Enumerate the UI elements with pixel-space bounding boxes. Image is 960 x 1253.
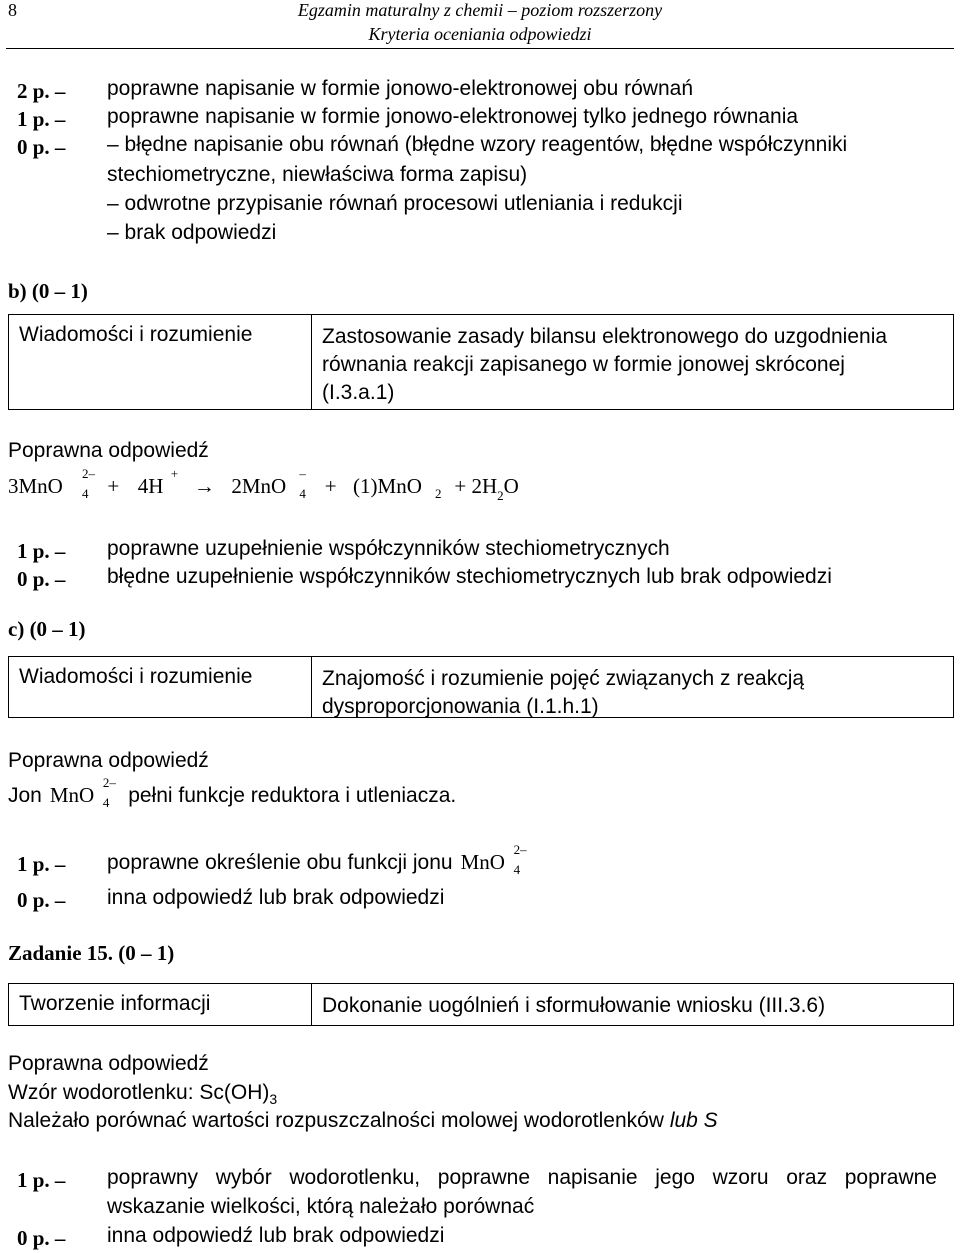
section-heading-b: b) (0 – 1)	[8, 279, 88, 303]
score-label-0p: 0 p. –	[17, 567, 66, 591]
score-text-0p: błędne uzupełnienie współczynników stechiometrycznych lub brak odpowiedzi	[107, 565, 832, 588]
note-line	[8, 1109, 718, 1133]
ion-formula	[49, 775, 116, 810]
requirement-line: Znajomość i rozumienie pojęć związanych z reakcją	[322, 667, 805, 690]
note-text: Należało porównać wartości rozpuszczalności molowej wodorotlenków	[8, 1109, 664, 1132]
formula-text: 2MnO	[231, 474, 287, 498]
score-text-1p-cont: wskazanie wielkości, którą należało porównać	[107, 1195, 535, 1218]
category-cell: Wiadomości i rozumienie	[9, 657, 312, 717]
header-divider	[6, 48, 954, 49]
score-label-0p: 0 p. –	[17, 888, 66, 912]
requirement-table-c	[8, 656, 954, 718]
formula-text: 4H	[137, 474, 164, 498]
charge: –	[299, 466, 306, 481]
requirement-cell: Dokonanie uogólnień i sformułowanie wniosku (III.3.6)	[322, 994, 826, 1017]
answer-label-b: Poprawna odpowiedź	[8, 439, 209, 462]
answer-text-c	[8, 775, 457, 810]
score-text-0p-item2: – odwrotne przypisanie równań procesowi utleniania i redukcji	[107, 192, 683, 215]
score-label-0p: 0 p. –	[17, 1226, 66, 1250]
score-label-1p: 1 p. –	[17, 852, 66, 876]
formula-text: 2H	[471, 474, 498, 498]
formula-text: MnO	[460, 850, 505, 874]
requirement-cell	[312, 315, 953, 409]
subscript: 3	[269, 1091, 278, 1107]
category-cell: Tworzenie informacji	[9, 984, 312, 1025]
formula-line	[8, 1081, 277, 1105]
answer-label-c: Poprawna odpowiedź	[8, 749, 209, 772]
score-text-0p-item3: – brak odpowiedzi	[107, 221, 277, 244]
formula-text: MnO	[49, 783, 95, 807]
section-heading-c: c) (0 – 1)	[8, 617, 86, 641]
product-water	[471, 474, 519, 503]
task-heading: Zadanie 15. (0 – 1)	[8, 941, 175, 965]
product-manganese-dioxide	[353, 474, 442, 501]
subscript: 2	[497, 488, 504, 503]
score-label-2p: 2 p. –	[17, 79, 66, 103]
score-label-0p: 0 p. –	[17, 135, 66, 159]
score-text-1p: poprawne napisanie w formie jonowo-elektronowej tylko jednego równania	[107, 105, 799, 128]
answer-label-15: Poprawna odpowiedź	[8, 1052, 209, 1075]
score-text-0p-item1-cont: stechiometryczne, niewłaściwa forma zapisu)	[107, 163, 528, 186]
product-permanganate	[231, 466, 306, 501]
subscript: 2	[435, 486, 442, 501]
ion-formula	[460, 842, 527, 877]
reactant-manganate	[8, 466, 95, 501]
formula-text: O	[503, 474, 519, 498]
score-label-1p: 1 p. –	[17, 1168, 66, 1192]
requirement-line: (I.3.a.1)	[322, 381, 395, 404]
header-title: Egzamin maturalny z chemii – poziom rozszerzony	[297, 0, 663, 20]
subscript: 4	[102, 795, 110, 810]
chemical-equation	[8, 466, 519, 503]
reaction-arrow: →	[193, 474, 215, 498]
score-text-2p: poprawne napisanie w formie jonowo-elektronowej obu równań	[107, 77, 694, 100]
answer-prefix: Jon	[8, 784, 42, 807]
answer-suffix: pełni funkcje reduktora i utleniacza.	[128, 784, 457, 807]
score-text-1p: poprawny wybór wodorotlenku, poprawne napisanie jego wzoru oraz poprawne	[107, 1166, 937, 1189]
score-text-1p: poprawne uzupełnienie współczynników stechiometrycznych	[107, 537, 670, 560]
category-cell: Wiadomości i rozumienie	[9, 315, 312, 409]
charge: 2–	[102, 775, 116, 790]
charge: 2–	[82, 466, 95, 481]
subscript: 4	[82, 486, 89, 501]
plus-sign: +	[454, 474, 467, 498]
formula-label: Wzór wodorotlenku: Sc(OH)	[8, 1081, 270, 1104]
subscript: 4	[513, 862, 521, 877]
score-text-0p-item1: – błędne napisanie obu równań (błędne wzory reagentów, błędne współczynniki	[107, 133, 848, 156]
plus-sign: +	[107, 474, 120, 498]
requirement-table-15	[8, 983, 954, 1026]
note-alternative: lub S	[669, 1109, 718, 1132]
requirement-cell	[312, 657, 953, 717]
score-label-1p: 1 p. –	[17, 539, 66, 563]
requirement-line: równania reakcji zapisanego w formie jonowej skróconej	[322, 353, 845, 376]
requirement-line: Zastosowanie zasady bilansu elektronowego do uzgodnienia	[322, 325, 888, 348]
score-label-1p: 1 p. –	[17, 107, 66, 131]
plus-sign: +	[324, 474, 337, 498]
charge: 2–	[513, 842, 527, 857]
page-number: 8	[8, 0, 17, 20]
formula-text: 3MnO	[8, 474, 63, 498]
score-text-0p: inna odpowiedź lub brak odpowiedzi	[107, 886, 445, 909]
score-text-1p	[107, 842, 527, 877]
reactant-hydrogen	[137, 466, 179, 499]
subscript: 4	[299, 486, 306, 501]
formula-text: (1)MnO	[353, 474, 422, 498]
score-text: poprawne określenie obu funkcji jonu	[107, 851, 453, 874]
requirement-line: dysproporcjonowania (I.1.h.1)	[322, 695, 599, 718]
header-subtitle: Kryteria oceniania odpowiedzi	[368, 24, 592, 44]
requirement-table-b	[8, 314, 954, 410]
charge: +	[170, 466, 179, 481]
score-text-0p: inna odpowiedź lub brak odpowiedzi	[107, 1224, 445, 1247]
